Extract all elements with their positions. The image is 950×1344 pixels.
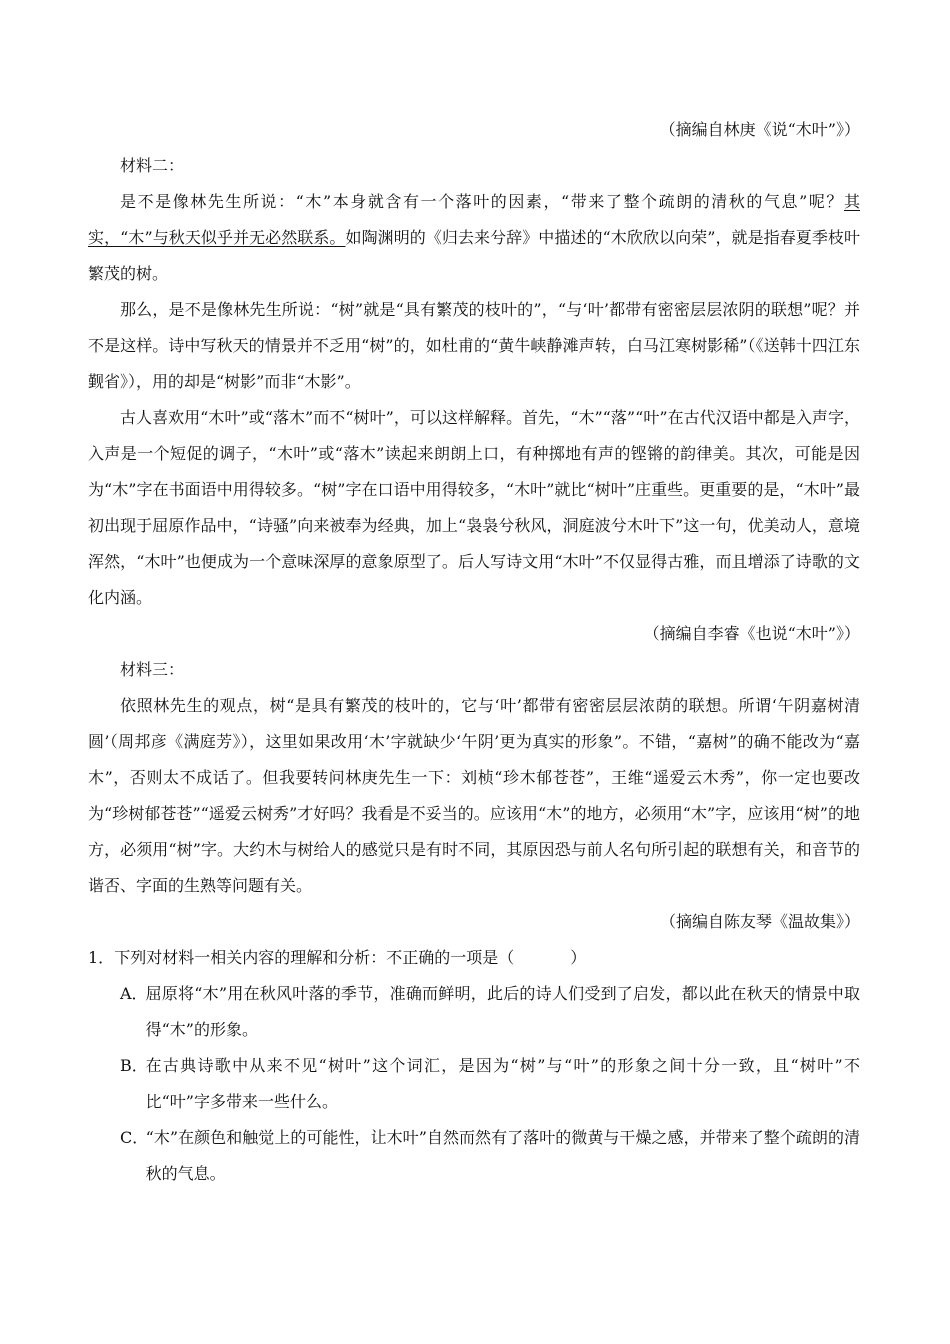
material-3-heading: 材料三：	[120, 660, 185, 679]
option-b-letter: B．	[120, 1056, 148, 1075]
option-a[interactable]	[120, 976, 860, 1048]
option-b-text: 在古典诗歌中从来不见“树叶”这个词汇，是因为“树”与“叶”的形象之间十分一致，且“树叶”不比“叶”字多带来一些什么。	[145, 1056, 860, 1111]
option-c-text: “木”在颜色和触觉上的可能性，让木叶”自然而然有了落叶的微黄与干燥之感，并带来了整个疏朗的清秋的气息。	[145, 1128, 860, 1183]
question-stem-text: 下列对材料一相关内容的理解和分析：不正确的一项是（	[114, 948, 515, 967]
source-citation-1: （摘编自林庚《说“木叶”》）	[659, 120, 860, 139]
document-page	[88, 112, 860, 1192]
option-c[interactable]	[120, 1120, 860, 1192]
material-3-paragraph-1: 依照林先生的观点，树“是具有繁茂的枝叶的，它与‘叶’都带有密密层层浓荫的联想。所谓‘午阴嘉树清圆’（周邦彦《满庭芳》），这里如果改用‘木’字就缺少‘午阴’更为真实的形象”。不错，“嘉树”的确不能改为“嘉木”，否则太不成话了。但我要转问林庚先生一下：刘桢“珍木郁苍苍”，王维“遥爱云木秀”，你一定也要改为“珍树郁苍苍”“遥爱云树秀”才好吗？我看是不妥当的。应该用“木”的地方，必须用“木”字，应该用“树”的地方，必须用“树”字。大约木与树给人的感觉只是有时不同，其原因恐与前人名句所引起的联想有关，和音节的谐否、字面的生熟等问题有关。	[88, 696, 860, 895]
option-b[interactable]	[120, 1048, 860, 1120]
option-a-text: 屈原将“木”用在秋风叶落的季节，准确而鲜明，此后的诗人们受到了启发，都以此在秋天的情景中取得“木”的形象。	[145, 984, 860, 1039]
source-citation-3: （摘编自陈友琴《温故集》）	[659, 912, 860, 931]
material-2-p1-text-b: 如陶渊明的《归去来兮辞》中描述的“木欣欣以向荣”，就是指春夏季枝叶繁茂的树。	[88, 228, 860, 283]
material-2-heading: 材料二：	[120, 156, 185, 175]
question-stem	[114, 940, 586, 976]
material-2-paragraph-2: 那么，是不是像林先生所说：“树”就是“具有繁茂的枝叶的”，“与‘叶’都带有密密层层浓阴的联想”呢？并不是这样。诗中写秋天的情景并不乏用“树”的，如杜甫的“黄牛峡静滩声转，白马江寒树影稀”（《送韩十四江东觐省》），用的却是“树影”而非“木影”。	[88, 300, 860, 391]
question-stem-end: ）	[570, 948, 587, 967]
material-2-p1-text-a: 是不是像林先生所说：“木”本身就含有一个落叶的因素，“带来了整个疏朗的清秋的气息”呢？	[120, 192, 844, 211]
material-2-paragraph-3: 古人喜欢用“木叶”或“落木”而不“树叶”，可以这样解释。首先，“木”“落”“叶”在古代汉语中都是入声字，入声是一个短促的调子，“木叶”或“落木”读起来朗朗上口，有种掷地有声的铿锵的韵律美。其次，可能是因为“木”字在书面语中用得较多。“树”字在口语中用得较多，“木叶”就比“树叶”庄重些。更重要的是，“木叶”最初出现于屈原作品中，“诗骚”向来被奉为经典，加上“袅袅兮秋风，洞庭波兮木叶下”这一句，优美动人，意境浑然，“木叶”也便成为一个意味深厚的意象原型了。后人写诗文用“木叶”不仅显得古雅，而且增添了诗歌的文化内涵。	[88, 408, 860, 607]
material-2-paragraph-1	[88, 184, 860, 292]
source-citation-2: （摘编自李睿《也说“木叶”》）	[643, 624, 860, 643]
option-c-letter: C．	[120, 1128, 149, 1147]
option-a-letter: A．	[120, 984, 148, 1003]
material-2-underlined-sentence: 其实，“木”与秋天似乎并无必然联系。	[88, 192, 860, 247]
question-number: 1．	[88, 948, 115, 967]
question-1	[88, 940, 860, 976]
